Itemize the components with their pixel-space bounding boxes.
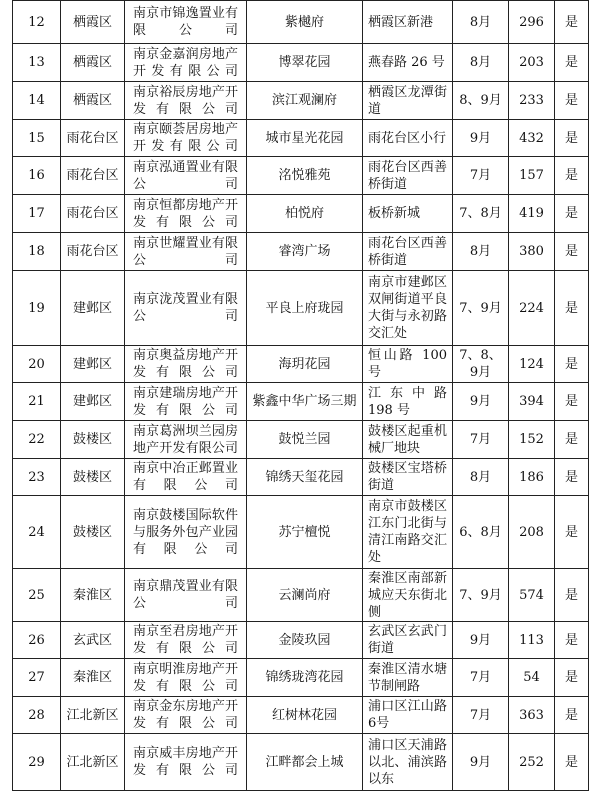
district-cell: 栖霞区 <box>61 1 125 44</box>
table-row <box>13 734 589 791</box>
address-cell: 玄武区玄武门街道 <box>363 622 453 659</box>
address-cell: 秦淮区南部新城应天东街北侧 <box>363 569 453 622</box>
company-cell: 南京鼓楼国际软件与服务外包产业园有限公司 <box>125 496 247 569</box>
month-cell: 9月 <box>453 734 509 791</box>
company-cell: 南京金嘉润房地产开发有限公司 <box>125 44 247 82</box>
row-number: 17 <box>13 195 61 233</box>
units-cell: 113 <box>509 622 555 659</box>
month-cell: 9月 <box>453 120 509 157</box>
flag-cell: 是 <box>555 271 589 346</box>
units-cell: 186 <box>509 459 555 496</box>
month-cell: 7月 <box>453 659 509 697</box>
project-cell: 柏悦府 <box>247 195 363 233</box>
row-number: 25 <box>13 569 61 622</box>
company-cell: 南京泷茂置业有限公司 <box>125 271 247 346</box>
project-cell: 锦绣天玺花园 <box>247 459 363 496</box>
district-cell: 雨花台区 <box>61 157 125 195</box>
address-cell: 江东中路 198 号 <box>363 383 453 421</box>
flag-cell: 是 <box>555 233 589 271</box>
company-cell: 南京明淮房地产开发有限公司 <box>125 659 247 697</box>
row-number: 21 <box>13 383 61 421</box>
project-cell: 红树林花园 <box>247 697 363 734</box>
units-cell: 574 <box>509 569 555 622</box>
flag-cell: 是 <box>555 82 589 120</box>
table-row <box>13 271 589 346</box>
project-cell: 锦绣珑湾花园 <box>247 659 363 697</box>
row-number: 19 <box>13 271 61 346</box>
district-cell: 建邺区 <box>61 346 125 383</box>
district-cell: 鼓楼区 <box>61 496 125 569</box>
project-cell: 海玥花园 <box>247 346 363 383</box>
month-cell: 7、8月 <box>453 195 509 233</box>
flag-cell: 是 <box>555 120 589 157</box>
district-cell: 栖霞区 <box>61 82 125 120</box>
company-cell: 南京建瑞房地产开发有限公司 <box>125 383 247 421</box>
flag-cell: 是 <box>555 622 589 659</box>
flag-cell: 是 <box>555 44 589 82</box>
district-cell: 鼓楼区 <box>61 459 125 496</box>
address-cell: 恒山路 100 号 <box>363 346 453 383</box>
flag-cell: 是 <box>555 459 589 496</box>
company-cell: 南京中冶正邺置业有限公司 <box>125 459 247 496</box>
table-row <box>13 421 589 459</box>
units-cell: 203 <box>509 44 555 82</box>
district-cell: 秦淮区 <box>61 659 125 697</box>
table-row <box>13 44 589 82</box>
company-cell: 南京至君房地产开发有限公司 <box>125 622 247 659</box>
company-cell: 南京裕辰房地产开发有限公司 <box>125 82 247 120</box>
row-number: 28 <box>13 697 61 734</box>
project-cell: 睿湾广场 <box>247 233 363 271</box>
table-row <box>13 569 589 622</box>
district-cell: 秦淮区 <box>61 569 125 622</box>
flag-cell: 是 <box>555 195 589 233</box>
project-cell: 城市星光花园 <box>247 120 363 157</box>
month-cell: 6、8月 <box>453 496 509 569</box>
row-number: 13 <box>13 44 61 82</box>
flag-cell: 是 <box>555 697 589 734</box>
project-table <box>12 0 589 791</box>
month-cell: 7、9月 <box>453 271 509 346</box>
table-row <box>13 120 589 157</box>
company-cell: 南京颐荟居房地产开发有限公司 <box>125 120 247 157</box>
row-number: 12 <box>13 1 61 44</box>
row-number: 14 <box>13 82 61 120</box>
address-cell: 秦淮区清水塘节制闸路 <box>363 659 453 697</box>
month-cell: 8月 <box>453 44 509 82</box>
flag-cell: 是 <box>555 659 589 697</box>
company-cell: 南京金东房地产开发有限公司 <box>125 697 247 734</box>
district-cell: 建邺区 <box>61 271 125 346</box>
table-row <box>13 157 589 195</box>
row-number: 18 <box>13 233 61 271</box>
row-number: 22 <box>13 421 61 459</box>
month-cell: 8月 <box>453 233 509 271</box>
units-cell: 363 <box>509 697 555 734</box>
row-number: 15 <box>13 120 61 157</box>
flag-cell: 是 <box>555 346 589 383</box>
month-cell: 8月 <box>453 459 509 496</box>
address-cell: 雨花台区西善桥街道 <box>363 233 453 271</box>
row-number: 16 <box>13 157 61 195</box>
address-cell: 浦口区天浦路以北、浦滨路以东 <box>363 734 453 791</box>
flag-cell: 是 <box>555 496 589 569</box>
table-row <box>13 622 589 659</box>
address-cell: 南京市建邺区双闸街道平良大街与永初路交汇处 <box>363 271 453 346</box>
units-cell: 380 <box>509 233 555 271</box>
company-cell: 南京葛洲坝兰园房地产开发有限公司 <box>125 421 247 459</box>
table-row <box>13 659 589 697</box>
month-cell: 8月 <box>453 1 509 44</box>
address-cell: 浦口区江山路6号 <box>363 697 453 734</box>
company-cell: 南京市锦逸置业有限公司 <box>125 1 247 44</box>
project-cell: 金陵玖园 <box>247 622 363 659</box>
project-cell: 云澜尚府 <box>247 569 363 622</box>
table-row <box>13 459 589 496</box>
project-cell: 苏宁檀悦 <box>247 496 363 569</box>
address-cell: 栖霞区龙潭街道 <box>363 82 453 120</box>
district-cell: 玄武区 <box>61 622 125 659</box>
address-cell: 鼓楼区起重机械厂地块 <box>363 421 453 459</box>
units-cell: 157 <box>509 157 555 195</box>
address-cell: 南京市鼓楼区江东门北街与清江南路交汇处 <box>363 496 453 569</box>
address-cell: 板桥新城 <box>363 195 453 233</box>
flag-cell: 是 <box>555 421 589 459</box>
month-cell: 9月 <box>453 383 509 421</box>
project-cell: 紫鑫中华广场三期 <box>247 383 363 421</box>
units-cell: 394 <box>509 383 555 421</box>
flag-cell: 是 <box>555 383 589 421</box>
address-cell: 栖霞区新港 <box>363 1 453 44</box>
units-cell: 208 <box>509 496 555 569</box>
flag-cell: 是 <box>555 157 589 195</box>
row-number: 24 <box>13 496 61 569</box>
company-cell: 南京世耀置业有限公司 <box>125 233 247 271</box>
units-cell: 124 <box>509 346 555 383</box>
company-cell: 南京威丰房地产开发有限公司 <box>125 734 247 791</box>
flag-cell: 是 <box>555 734 589 791</box>
month-cell: 8、9月 <box>453 82 509 120</box>
project-cell: 紫樾府 <box>247 1 363 44</box>
units-cell: 233 <box>509 82 555 120</box>
units-cell: 152 <box>509 421 555 459</box>
address-cell: 雨花台区小行 <box>363 120 453 157</box>
month-cell: 7月 <box>453 697 509 734</box>
flag-cell: 是 <box>555 1 589 44</box>
table-body <box>13 1 589 791</box>
table-row <box>13 496 589 569</box>
project-cell: 江畔都会上城 <box>247 734 363 791</box>
table-row <box>13 233 589 271</box>
month-cell: 7月 <box>453 157 509 195</box>
district-cell: 建邺区 <box>61 383 125 421</box>
table-row <box>13 346 589 383</box>
units-cell: 54 <box>509 659 555 697</box>
units-cell: 224 <box>509 271 555 346</box>
company-cell: 南京恒都房地产开发有限公司 <box>125 195 247 233</box>
row-number: 27 <box>13 659 61 697</box>
project-cell: 平良上府珑园 <box>247 271 363 346</box>
district-cell: 栖霞区 <box>61 44 125 82</box>
district-cell: 江北新区 <box>61 734 125 791</box>
month-cell: 7、9月 <box>453 569 509 622</box>
month-cell: 9月 <box>453 622 509 659</box>
district-cell: 雨花台区 <box>61 195 125 233</box>
table-row <box>13 383 589 421</box>
address-cell: 燕春路 26 号 <box>363 44 453 82</box>
month-cell: 7、8、9月 <box>453 346 509 383</box>
district-cell: 江北新区 <box>61 697 125 734</box>
month-cell: 7月 <box>453 421 509 459</box>
row-number: 26 <box>13 622 61 659</box>
table-row <box>13 697 589 734</box>
row-number: 23 <box>13 459 61 496</box>
row-number: 29 <box>13 734 61 791</box>
table-row <box>13 82 589 120</box>
district-cell: 雨花台区 <box>61 233 125 271</box>
district-cell: 鼓楼区 <box>61 421 125 459</box>
project-cell: 滨江观澜府 <box>247 82 363 120</box>
project-cell: 洺悦雅苑 <box>247 157 363 195</box>
row-number: 20 <box>13 346 61 383</box>
address-cell: 雨花台区西善桥街道 <box>363 157 453 195</box>
project-cell: 博翠花园 <box>247 44 363 82</box>
address-cell: 鼓楼区宝塔桥街道 <box>363 459 453 496</box>
company-cell: 南京奥益房地产开发有限公司 <box>125 346 247 383</box>
flag-cell: 是 <box>555 569 589 622</box>
units-cell: 252 <box>509 734 555 791</box>
project-cell: 鼓悦兰园 <box>247 421 363 459</box>
table-row <box>13 195 589 233</box>
units-cell: 432 <box>509 120 555 157</box>
table-row <box>13 1 589 44</box>
company-cell: 南京泓通置业有限公司 <box>125 157 247 195</box>
units-cell: 419 <box>509 195 555 233</box>
district-cell: 雨花台区 <box>61 120 125 157</box>
units-cell: 296 <box>509 1 555 44</box>
company-cell: 南京鼎茂置业有限公司 <box>125 569 247 622</box>
